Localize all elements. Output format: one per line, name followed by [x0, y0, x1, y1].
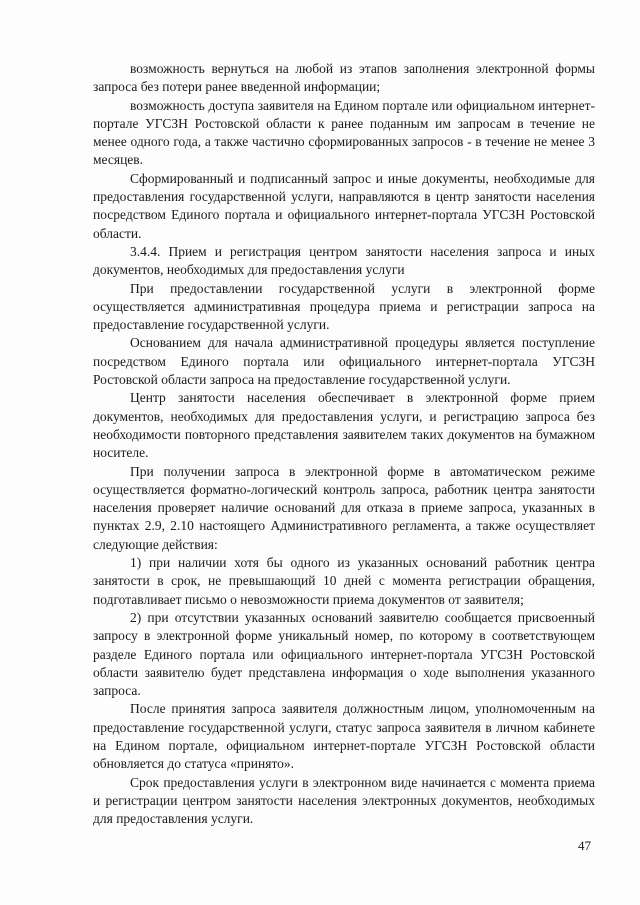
paragraph: возможность вернуться на любой из этапов заполнения электронной формы запроса без потери ранее введенной информации; [93, 61, 595, 95]
list-item: 2) при отсутствии указанных оснований заявителю сообщается присвоенный запросу в электронной форме уникальный номер, по которому в соответствующем разделе Единого портала или официального интернет-портала УГСЗН Ростовской области заявителю будет представлена информация о ходе выполнения указанного запроса. [93, 609, 595, 699]
paragraph: Основанием для начала административной процедуры является поступление посредством Единого портала или официального интернет-портала УГСЗН Ростовской области запроса на предоставление государственной услуги. [93, 335, 595, 388]
paragraph: После принятия запроса заявителя должностным лицом, уполномоченным на предоставление государственной услуги, статус запроса заявителя в личном кабинете на Едином портале, официальном интернет-портале УГСЗН Ростовской области обновляется до статуса «принято». [93, 701, 595, 772]
paragraph: При получении запроса в электронной форме в автоматическом режиме осуществляется форматно-логический контроль запроса, работник центра занятости населения проверяет наличие оснований для отказа в приеме запроса, указанных в пунктах 2.9, 2.10 настоящего Административного регламента, а также осуществляет следующие действия: [93, 463, 595, 552]
body-text [93, 60, 595, 828]
page-number: 47 [578, 838, 591, 853]
section-heading: 3.4.4. Прием и регистрация центром занятости населения запроса и иных документов, необходимых для предоставления услуги [93, 243, 595, 278]
paragraph: возможность доступа заявителя на Едином портале или официальном интернет-портале УГСЗН Ростовской области к ранее поданным им запросам в течение не менее одного года, а также частично сформированных запросов - в течение не менее 3 месяцев. [93, 97, 595, 168]
paragraph: Срок предоставления услуги в электронном виде начинается с момента приема и регистрации центром занятости населения электронных документов, необходимых для предоставления услуги. [93, 774, 595, 827]
paragraph: Центр занятости населения обеспечивает в электронной форме прием документов, необходимых для предоставления услуги, и регистрацию запроса без необходимости повторного представления заявителем таких документов на бумажном носителе. [93, 390, 595, 461]
paragraph: Сформированный и подписанный запрос и иные документы, необходимые для предоставления государственной услуги, направляются в центр занятости населения посредством Единого портала и официального интернет-портала УГСЗН Ростовской области. [93, 170, 595, 241]
paragraph: При предоставлении государственной услуги в электронной форме осуществляется административная процедура приема и регистрации запроса на предоставление государственной услуги. [93, 280, 595, 333]
list-item: 1) при наличии хотя бы одного из указанных оснований работник центра занятости в срок, не превышающий 10 дней с момента регистрации обращения, подготавливает письмо о невозможности приема документов от заявителя; [93, 555, 595, 607]
